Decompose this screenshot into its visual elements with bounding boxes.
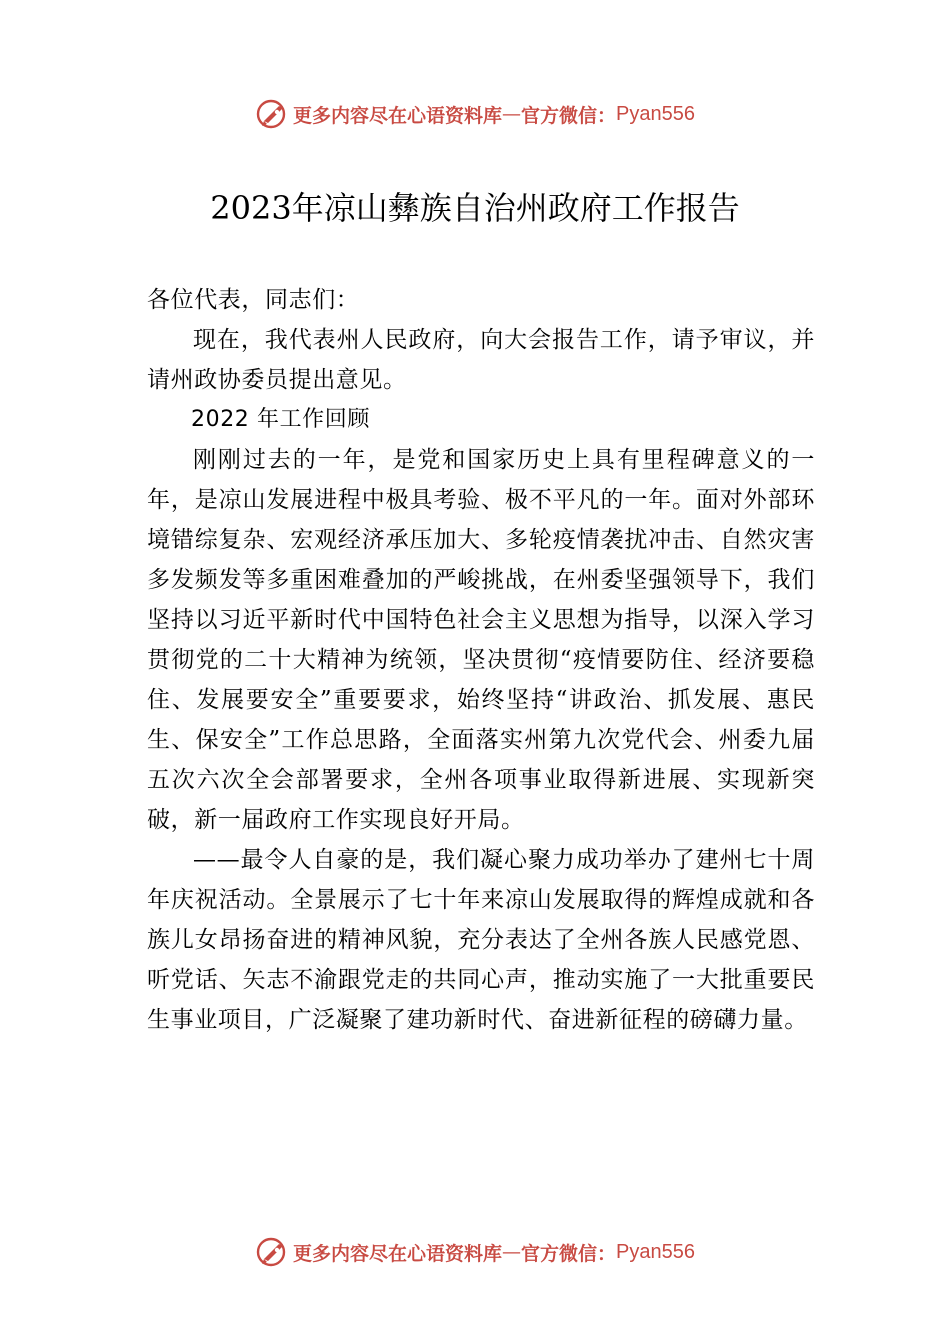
section-heading: 2022 年工作回顾: [191, 407, 370, 432]
watermark-separator: —: [502, 103, 522, 125]
footer-watermark-banner: [0, 1232, 950, 1272]
watermark-wechat-id: Pyan556: [616, 102, 695, 125]
watermark-label: 官方微信：: [521, 104, 617, 127]
pen-logo-icon: [255, 1235, 289, 1269]
watermark-text: 更多内容尽在心语资料库: [293, 1242, 503, 1265]
salutation: 各位代表，同志们：: [147, 287, 360, 313]
paragraph-review: 刚刚过去的一年，是党和国家历史上具有里程碑意义的一年，是凉山发展进程中极具考验、极不平凡的一年。面对外部环境错综复杂、宏观经济承压加大、多轮疫情袭扰冲击、自然灾害多发频发等多重困难叠加的严峻挑战，在州委坚强领导下，我们坚持以习近平新时代中国特色社会主义思想为指导，以深入学习贯彻党的二十大精神为统领，坚决贯彻“疫情要防住、经济要稳住、发展要安全”重要要求，始终坚持“讲政治、抓发展、惠民生、保安全”工作总思路，全面落实州第九次党代会、州委九届五次六次全会部署要求，全州各项事业取得新进展、实现新突破，新一届政府工作实现良好开局。: [147, 447, 815, 833]
watermark-wechat-id: Pyan556: [616, 1240, 695, 1263]
watermark-separator: —: [502, 1241, 522, 1263]
paragraph-anniversary: ——最令人自豪的是，我们凝心聚力成功举办了建州七十周年庆祝活动。全景展示了七十年来凉山发展取得的辉煌成就和各族儿女昂扬奋进的精神风貌，充分表达了全州各族人民感党恩、听党话、矢志不渝跟党走的共同心声，推动实施了一大批重要民生事业项目，广泛凝聚了建功新时代、奋进新征程的磅礴力量。: [147, 847, 815, 1033]
watermark-label: 官方微信：: [521, 1242, 617, 1265]
paragraph-intro: 现在，我代表州人民政府，向大会报告工作，请予审议，并请州政协委员提出意见。: [147, 327, 815, 393]
header-watermark-banner: [0, 94, 950, 134]
watermark-text: 更多内容尽在心语资料库: [293, 104, 503, 127]
document-body: [147, 280, 815, 1040]
pen-logo-icon: [255, 97, 289, 131]
document-title: 2023年凉山彝族自治州政府工作报告: [210, 189, 740, 227]
